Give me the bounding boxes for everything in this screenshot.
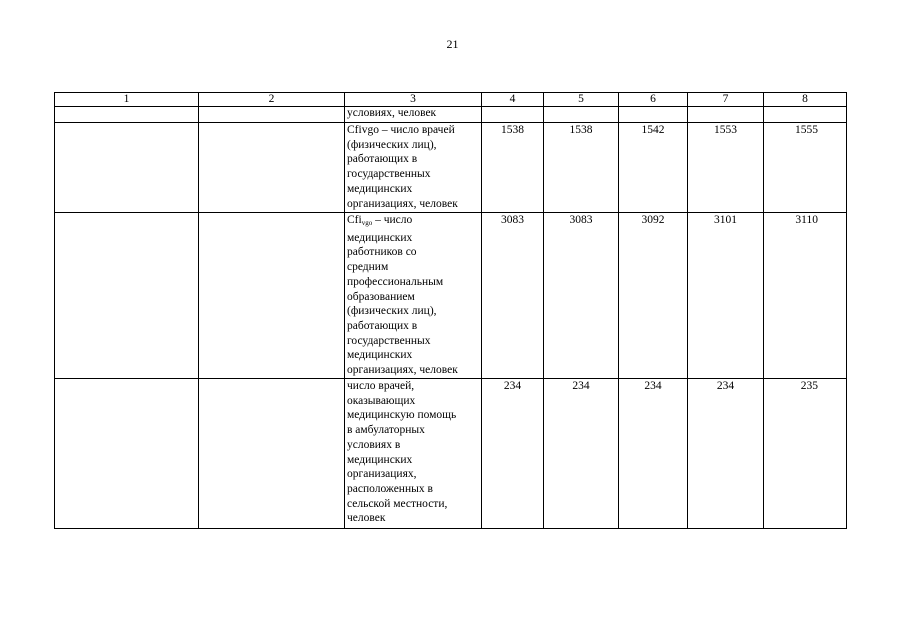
indicator-description [345, 379, 482, 529]
value-cell [619, 107, 688, 123]
data-table [54, 92, 847, 529]
value-cell [764, 107, 847, 123]
table-cell [55, 379, 199, 529]
header-cell: 4 [482, 93, 544, 107]
indicator-description [345, 123, 482, 213]
page-number: 21 [446, 37, 459, 51]
header-cell: 6 [619, 93, 688, 107]
table-cell [199, 107, 345, 123]
table-cell [55, 213, 199, 379]
header-cell: 8 [764, 93, 847, 107]
value-cell: 1538 [544, 123, 619, 213]
value-cell: 234 [688, 379, 764, 529]
table-header-row [55, 93, 847, 107]
value-cell: 3083 [482, 213, 544, 379]
value-cell: 1538 [482, 123, 544, 213]
table-row [55, 107, 847, 123]
value-cell: 1542 [619, 123, 688, 213]
value-cell: 3092 [619, 213, 688, 379]
value-cell: 234 [482, 379, 544, 529]
value-cell: 1553 [688, 123, 764, 213]
indicator-description [345, 107, 482, 123]
table-cell [199, 123, 345, 213]
header-cell: 7 [688, 93, 764, 107]
value-cell: 3110 [764, 213, 847, 379]
value-cell: 1555 [764, 123, 847, 213]
table-cell [199, 379, 345, 529]
value-cell [688, 107, 764, 123]
table-cell [55, 107, 199, 123]
value-cell: 235 [764, 379, 847, 529]
table-row [55, 123, 847, 213]
description-text: условиях, человек [347, 107, 437, 119]
table-row [55, 379, 847, 529]
description-subscript: vgo [361, 219, 373, 227]
header-cell: 1 [55, 93, 199, 107]
value-cell: 234 [544, 379, 619, 529]
description-text: число врачей, оказывающих медицинскую помощь в амбулаторных условиях в медицинских организациях, расположенных в сельской местности, человек [347, 380, 457, 525]
table-cell [55, 123, 199, 213]
description-text-rest: – число медицинских работников со средним профессиональным образованием (физических лиц), работающих в государственных медицинских организациях, человек [347, 214, 458, 377]
value-cell [482, 107, 544, 123]
value-cell: 3101 [688, 213, 764, 379]
value-cell: 3083 [544, 213, 619, 379]
table-row [55, 213, 847, 379]
value-cell [544, 107, 619, 123]
header-cell: 2 [199, 93, 345, 107]
table-cell [199, 213, 345, 379]
indicator-description [345, 213, 482, 379]
description-text: Cfivgo – число врачей (физических лиц), работающих в государственных медицинских организациях, человек [347, 124, 458, 210]
header-cell: 5 [544, 93, 619, 107]
value-cell: 234 [619, 379, 688, 529]
header-cell: 3 [345, 93, 482, 107]
description-text: Cfi [347, 214, 362, 226]
